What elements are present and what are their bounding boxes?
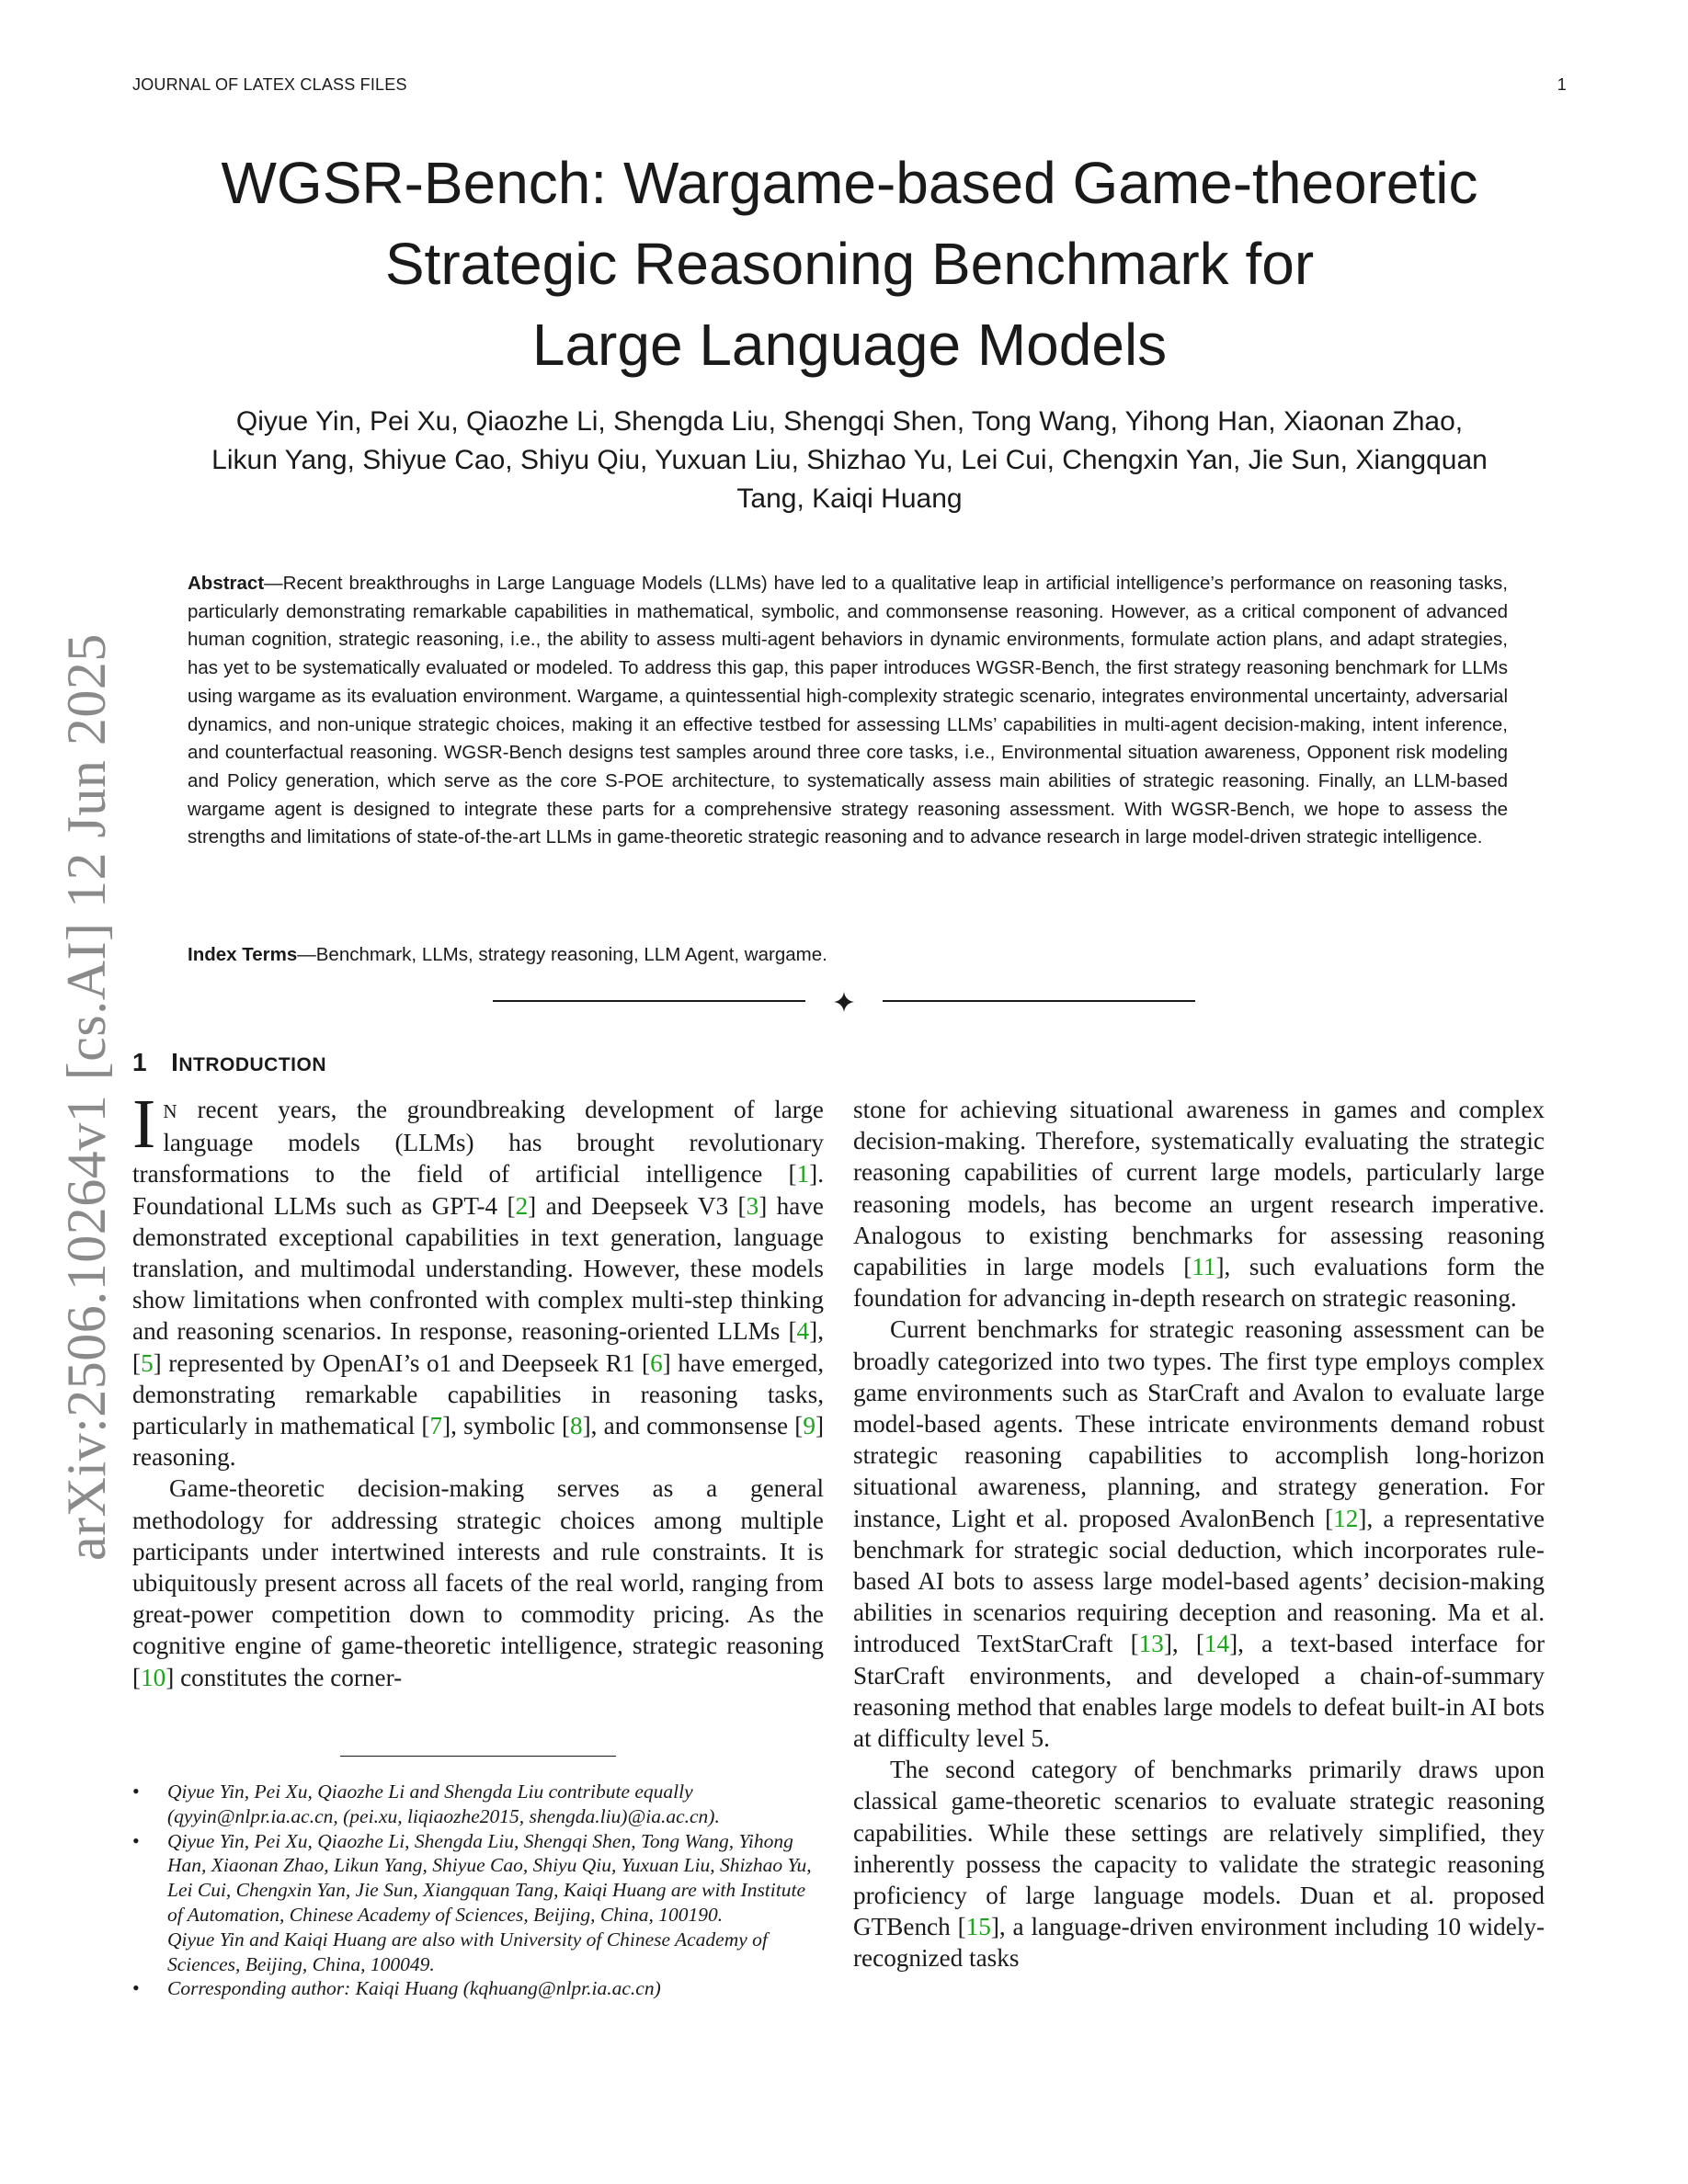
text-run: ], [ <box>1163 1630 1204 1658</box>
section-title-initial: I <box>171 1048 179 1076</box>
right-column <box>853 1094 1545 1974</box>
text-run: ], and commonsense [ <box>582 1412 804 1440</box>
text-run: The second category of benchmarks primarily draws upon classical game-theoretic scenarios to evaluate strategic reasoning capabilities. While these settings are relatively simplified, they inherently possess the capacity to validate the strategic reasoning proficiency of large language models. Duan et al. proposed GTBench [ <box>853 1756 1545 1941</box>
abstract <box>188 570 1508 852</box>
journal-header: JOURNAL OF LATEX CLASS FILES <box>132 75 407 94</box>
author-line: Likun Yang, Shiyue Cao, Shiyu Qiu, Yuxuan Liu, Shizhao Yu, Lei Cui, Chengxin Yan, Jie Sun, Xiangquan <box>211 445 1488 475</box>
index-terms-label: Index Terms <box>188 944 298 965</box>
text-run: recent years, the groundbreaking development of large language models (LLMs) has brought revolutionary transformations to the field of artificial intelligence [ <box>132 1096 824 1189</box>
paragraph <box>853 1094 1545 1314</box>
footnote-text: Qiyue Yin, Pei Xu, Qiaozhe Li and Shengda Liu contribute equally (qyyin@nlpr.ia.ac.cn, (pei.xu, liqiaozhe2015, shengda.liu)@ia.ac.cn). <box>167 1780 720 1827</box>
title-line: Large Language Models <box>531 312 1168 378</box>
text-run: ], [ <box>132 1317 824 1377</box>
paragraph <box>853 1314 1545 1754</box>
title-line: WGSR-Bench: Wargame-based Game-theoretic <box>221 150 1478 216</box>
text-run: ], a text-based interface for StarCraft environments, and developed a chain-of-summary reasoning method that enables large models to defeat built-in AI bots at difficulty level 5. <box>853 1630 1545 1753</box>
text-run: ] have demonstrated exceptional capabilities in text generation, language translation, and multimodal understanding. However, these models show limitations when confronted with complex multi-step thinking and reasoning scenarios. In response, reasoning-oriented LLMs [ <box>132 1191 824 1346</box>
abstract-text: —Recent breakthroughs in Large Language Models (LLMs) have led to a qualitative leap in artificial intelligence’s performance on reasoning tasks, particularly demonstrating remarkable capabilities in mathematical, symbolic, and commonsense reasoning. However, as a critical component of advanced human cognition, strategic reasoning, i.e., the ability to assess multi-agent behaviors in dynamic environments, formulate action plans, and adapt strategies, has yet to be systematically evaluated or modeled. To address this gap, this paper introduces WGSR-Bench, the first strategy reasoning benchmark for LLMs using wargame as its evaluation environment. Wargame, a quintessential high-complexity strategic scenario, integrates environmental uncertainty, adversarial dynamics, and non-unique strategic choices, making it an effective testbed for assessing LLMs’ capabilities in multi-agent decision-making, intent inference, and counterfactual reasoning. WGSR-Bench designs test samples around three core tasks, i.e., Environmental situation awareness, Opponent risk modeling and Policy generation, which serve as the core S-POE architecture, to systematically assess main abilities of strategic reasoning. Finally, an LLM-based wargame agent is designed to integrate these parts for a comprehensive strategy reasoning assessment. With WGSR-Bench, we hope to assess the strengths and limitations of state-of-the-art LLMs in game-theoretic strategic reasoning and to advance research in large model-driven strategic intelligence. <box>188 573 1508 848</box>
citation-link[interactable]: 1 <box>796 1160 810 1189</box>
section-separator <box>493 987 1195 1015</box>
text-run: ], such evaluations form the foundation for advancing in-depth research on strategic reasoning. <box>853 1253 1545 1313</box>
text-run: ], a representative benchmark for strategic social deduction, which incorporates rule-based AI bots to assess large model-based agents’ decision-making abilities in scenarios requiring deception and reasoning. Ma et al. introduced TextStarCraft [ <box>853 1504 1545 1658</box>
citation-link[interactable]: 7 <box>429 1412 443 1440</box>
bullet-icon: • <box>132 1828 140 1852</box>
author-line: Qiyue Yin, Pei Xu, Qiaozhe Li, Shengda Liu, Shengqi Shen, Tong Wang, Yihong Han, Xiaonan Zhao, <box>235 406 1464 437</box>
text-run: stone for achieving situational awareness in games and complex decision-making. Therefore, systematically evaluating the strategic reasoning capabilities of current large models, particularly large reasoning models, has become an urgent research imperative. Analogous to existing benchmarks for assessing reasoning capabilities in large models [ <box>853 1096 1545 1281</box>
bullet-icon: • <box>132 1780 140 1803</box>
footnote-text: Corresponding author: Kaiqi Huang (kqhuang@nlpr.ia.ac.cn) <box>167 1977 661 2000</box>
title-line: Strategic Reasoning Benchmark for <box>384 231 1315 297</box>
citation-link[interactable]: 8 <box>570 1412 583 1440</box>
citation-link[interactable]: 15 <box>965 1913 991 1941</box>
citation-link[interactable]: 9 <box>803 1412 815 1440</box>
text-run: ] reasoning. <box>132 1412 824 1472</box>
citation-link[interactable]: 12 <box>1333 1504 1359 1532</box>
text-run: Game-theoretic decision-making serves as a general methodology for addressing strategic choices among multiple participants under intertwined interests and rule constraints. It is ubiquitously present across all facets of the real world, ranging from great-power competition down to commodity pricing. As the cognitive engine of game-theoretic intelligence, strategic reasoning [ <box>132 1474 824 1691</box>
footnote-item <box>132 1780 824 1829</box>
paragraph <box>132 1473 824 1692</box>
text-run: ] constitutes the corner- <box>165 1663 403 1691</box>
text-run: ] represented by OpenAI’s o1 and Deepseek R1 [ <box>153 1348 651 1377</box>
footnotes <box>132 1780 824 2001</box>
section-heading <box>132 1048 326 1077</box>
paper-title <box>132 142 1567 385</box>
paragraph <box>853 1754 1545 1974</box>
separator-line-right <box>883 1000 1195 1002</box>
text-run: ] have emerged, demonstrating remarkable capabilities in reasoning tasks, particularly in mathematical [ <box>132 1348 824 1440</box>
citation-link[interactable]: 2 <box>515 1191 529 1220</box>
running-header <box>132 75 1567 97</box>
footnote-item <box>132 1829 824 1977</box>
citation-link[interactable]: 6 <box>650 1348 663 1377</box>
smallcap-text: N <box>163 1100 177 1122</box>
index-terms-text: —Benchmark, LLMs, strategy reasoning, LLM Agent, wargame. <box>297 944 827 965</box>
text-run: Current benchmarks for strategic reasoning assessment can be broadly categorized into two types. The first type employs complex game environments such as StarCraft and Avalon to evaluate large model-based agents. These intricate environments demand robust strategic reasoning capabilities to accomplish long-horizon situational awareness, planning, and strategy generation. For instance, Light et al. proposed AvalonBench [ <box>853 1315 1545 1532</box>
author-line: Tang, Kaiqi Huang <box>736 483 963 514</box>
footnote-text: Qiyue Yin, Pei Xu, Qiaozhe Li, Shengda Liu, Shengqi Shen, Tong Wang, Yihong Han, Xiaonan Zhao, Likun Yang, Shiyue Cao, Shiyu Qiu, Yuxuan Liu, Shizhao Yu, Lei Cui, Chengxin Yan, Jie Sun, Xiangquan Tang, Kaiqi Huang are with Institute of Automation, Chinese Academy of Sciences, Beijing, China, 100190. <box>167 1829 812 1926</box>
arxiv-stamp: arXiv:2506.10264v1 [cs.AI] 12 Jun 2025 <box>56 633 117 1561</box>
paragraph <box>132 1086 824 1473</box>
abstract-label: Abstract <box>188 573 265 594</box>
citation-link[interactable]: 4 <box>796 1317 810 1346</box>
citation-link[interactable]: 13 <box>1138 1630 1164 1658</box>
footnote-rule <box>340 1756 616 1757</box>
footnote-text: Qiyue Yin and Kaiqi Huang are also with University of Chinese Academy of Sciences, Beijing, China, 100049. <box>167 1928 768 1975</box>
text-run: ], a language-driven environment including 10 widely-recognized tasks <box>853 1913 1545 1973</box>
text-run: ], symbolic [ <box>442 1412 571 1440</box>
dropcap: I <box>132 1086 156 1163</box>
citation-link[interactable]: 3 <box>746 1191 759 1220</box>
footnote-item <box>132 1976 824 2001</box>
section-number: 1 <box>132 1048 148 1076</box>
author-list <box>132 403 1567 518</box>
index-terms <box>188 941 1508 969</box>
citation-link[interactable]: 11 <box>1192 1253 1216 1281</box>
citation-link[interactable]: 14 <box>1203 1630 1230 1658</box>
text-run: ]. Foundational LLMs such as GPT-4 [ <box>132 1160 824 1220</box>
citation-link[interactable]: 5 <box>141 1348 154 1377</box>
text-run: ] and Deepseek V3 [ <box>528 1191 747 1220</box>
diamond-ornament-icon <box>834 992 854 1012</box>
section-title-rest: NTRODUCTION <box>178 1054 327 1075</box>
bullet-icon: • <box>132 1976 140 2000</box>
separator-line-left <box>493 1000 805 1002</box>
page-number: 1 <box>1557 75 1567 94</box>
citation-link[interactable]: 10 <box>141 1663 166 1691</box>
left-column <box>132 1086 824 1693</box>
